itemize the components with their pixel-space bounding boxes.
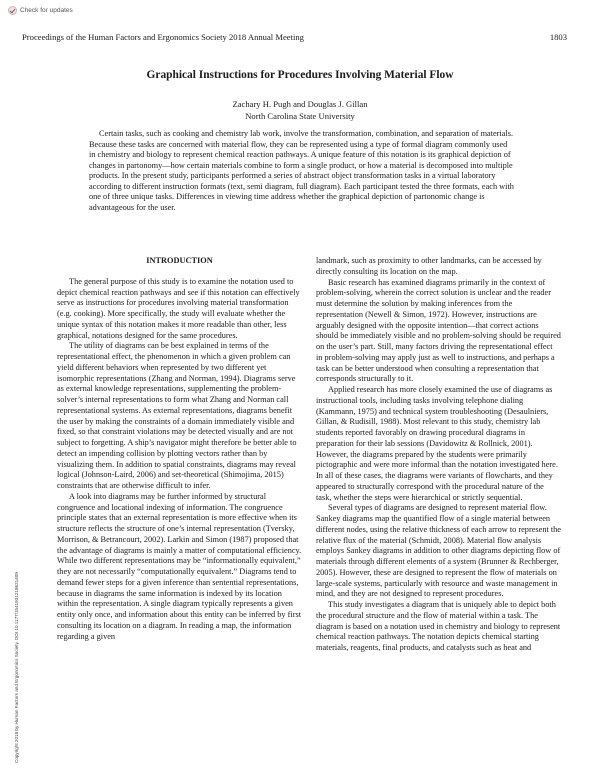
- check-icon: [8, 6, 17, 15]
- authors: Zachary H. Pugh and Douglas J. Gillan: [232, 99, 368, 109]
- abstract: Certain tasks, such as cooking and chemistry lab work, involve the transformation, combination, and separation of materials. Because these tasks are concerned with material flow, they can be represented using a type of formal diagram commonly used in chemistry and biology to represent chemical reaction pathways. A unique feature of this notation is its graphical depiction of changes in partonomy—how certain materials combine to form a single product, or how a material is decomposed into multiple products. In the present study, participants performed a series of abstract object transformation tasks in a virtual laboratory according to different instruction formats (text, semi diagram, full diagram). Each participant tested the three formats, each with one of three unique tasks. Differences in viewing time address whether the graphical depiction of partonomic change is advantageous for the user.: [89, 129, 514, 212]
- copyright-doi-note: Copyright 2018 by Human Factors and Ergonomics Society. DOI 10.1177/1541931218621409: [14, 572, 19, 763]
- paragraph: Several types of diagrams are designed to represent material flow. Sankey diagrams map the quantified flow of a single material between different nodes, using the relative thickness of each arrow to represent the relative flux of the material (Schmidt, 2008). Material flow analysis employs Sankey diagrams in addition to other diagrams depicting flow of materials through different elements of a system (Brunner & Rechberger, 2005). However, these are designed to represent the flow of materials on large-scale systems, particularly with resource and waste management in mind, and they are not designed to represent procedures.: [316, 503, 561, 599]
- check-for-updates-label: Check for updates: [20, 6, 73, 14]
- check-for-updates-badge[interactable]: [8, 4, 73, 16]
- affiliation: North Carolina State University: [245, 111, 355, 121]
- paragraph: The utility of diagrams can be best explained in terms of the representational effect, the phenomenon in which a given problem can yield different behaviors when represented by two different yet isomorphic representations (Zhang and Norman, 1994). Diagrams serve as external knowledge representations, supplementing the problem-solver’s internal representations to form what Zhang and Norman call representational systems. As external representations, diagrams benefit the user by making the constraints of a domain immediately visible and fixed, so that constraint violations may be detected visually and are not subject to forgetting. A ship’s navigator might therefore be better able to detect an impending collision by plotting vectors rather than by visualizing them. In addition to spatial constraints, diagrams may reveal logical (Johnson-Laird, 2006) and set-theoretical (Shimojima, 2015) constraints that are otherwise difficult to infer.: [57, 341, 297, 490]
- paragraph: Basic research has examined diagrams primarily in the context of problem-solving, wherein the correct solution is unclear and the reader must determine the solution by making inferences from the representation (Newell & Simon, 1972). However, instructions are arguably designed with the opposite intention—that correct actions should be immediately visible and no problem-solving should be required on the user’s part. Still, many factors driving the representational effect in problem-solving may apply just as well to instructions, and perhaps a task can be better understood when consulting a representation that corresponds structurally to it.: [316, 277, 561, 384]
- paragraph: landmark, such as proximity to other landmarks, can be accessed by directly consulting its location on the map.: [316, 256, 542, 276]
- paper-title: Graphical Instructions for Procedures Involving Material Flow: [146, 69, 454, 81]
- paragraph: The general purpose of this study is to examine the notation used to depict chemical reaction pathways and see if this notation can effectively serve as instructions for procedures involving material transformation (e.g. cooking). More specifically, the study will evaluate whether the unique syntax of this notation makes it more readable than other, less graphical, notations designed for the same procedures.: [57, 276, 300, 340]
- paragraph: This study investigates a diagram that is uniquely able to depict both the procedural structure and the flow of material within a task. The diagram is based on a notation used in chemistry and biology to represent chemical reaction pathways. The notation depicts chemical starting materials, reagents, final products, and catalysts such as heat and: [316, 600, 561, 652]
- paragraph: A look into diagrams may be further informed by structural congruence and locational indexing of information. The congruence principle states that an external representation is more effective when its structure reflects the structure of one’s internal representation (Tversky, Morrison, & Betrancourt, 2002). Larkin and Simon (1987) proposed that the advantage of diagrams is mainly a matter of computational efficiency. While two different representations may be “informationally equivalent,” they are not necessarily “computationally equivalent.” Diagrams tend to demand fewer steps for a given inference than sentential representations, because in diagrams the same information is indexed by its location within the representation. A single diagram typically represents a given entity only once, and information about this entity can be inferred by first consulting its location on a diagram. In reading a map, the information regarding a given: [57, 491, 302, 641]
- left-column: [57, 256, 302, 642]
- right-column: [316, 256, 561, 654]
- running-header: Proceedings of the Human Factors and Ergonomics Society 2018 Annual Meeting: [22, 32, 304, 42]
- section-heading: INTRODUCTION: [146, 256, 213, 265]
- page-number: 1803: [549, 32, 567, 42]
- paragraph: Applied research has more closely examined the use of diagrams as instructional tools, including tasks involving telephone dialing (Kammann, 1975) and technical system troubleshooting (Desaulniers, Gillan, & Rudisill, 1988). Most relevant to this study, chemistry lab students reported favorably on drawing procedural diagrams in preparation for their lab sessions (Davidowitz & Rollnick, 2001). However, the diagrams prepared by the students were primarily pictographic and were more informal than the notation investigated here. In all of these cases, the diagrams were variants of flowcharts, and they appeared to structurally correspond with the procedural nature of the task, whether the steps were hierarchical or strictly sequential.: [316, 385, 558, 502]
